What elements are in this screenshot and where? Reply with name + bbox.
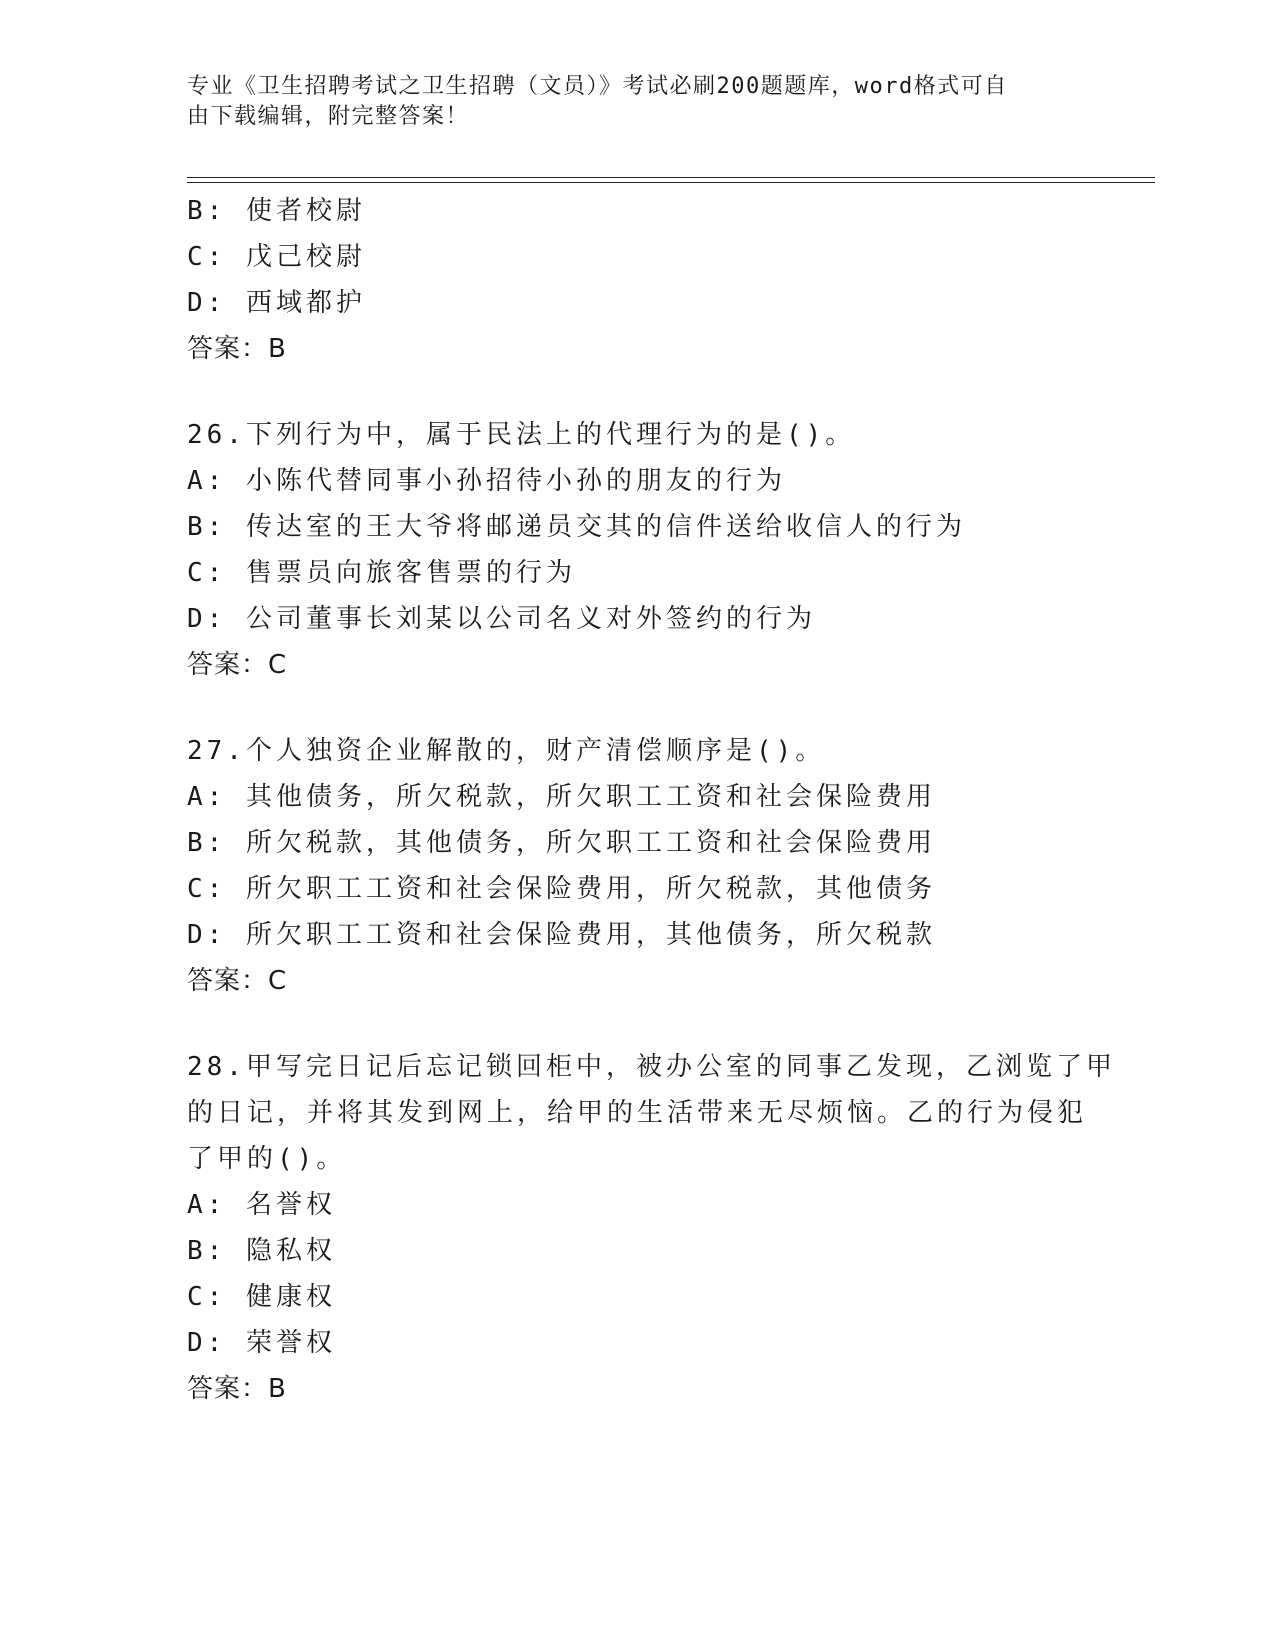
- option-d: D: 所欠职工工资和社会保险费用，其他债务，所欠税款: [187, 920, 936, 950]
- option-d: D: 公司董事长刘某以公司名义对外签约的行为: [187, 604, 816, 634]
- question-stem: 26.下列行为中，属于民法上的代理行为的是()。: [187, 420, 856, 450]
- option-d: D: 荣誉权: [187, 1328, 336, 1358]
- header-line-2: 由下载编辑，附完整答案！: [187, 104, 470, 129]
- option-c: C: 售票员向旅客售票的行为: [187, 558, 576, 588]
- answer-line: 答案：B: [187, 334, 287, 364]
- question-28: [187, 1044, 1116, 1412]
- header-line-1: 专业《卫生招聘考试之卫生招聘（文员）》考试必刷200题题库，word格式可自: [187, 74, 1008, 99]
- question-stem-line-2: 的日记，并将其发到网上，给甲的生活带来无尽烦恼。乙的行为侵犯: [187, 1098, 1088, 1128]
- header-divider-top: [187, 177, 1155, 178]
- header-divider-bottom: [187, 182, 1155, 183]
- option-c: C: 戊己校尉: [187, 242, 366, 272]
- question-25-tail: [187, 188, 1087, 372]
- question-stem-line-1: 28.甲写完日记后忘记锁回柜中，被办公室的同事乙发现，乙浏览了甲: [187, 1052, 1116, 1082]
- option-b: B: 传达室的王大爷将邮递员交其的信件送给收信人的行为: [187, 512, 966, 542]
- answer-line: 答案：C: [187, 966, 288, 996]
- option-c: C: 所欠职工工资和社会保险费用，所欠税款，其他债务: [187, 874, 936, 904]
- question-list: [187, 188, 1116, 1412]
- option-b: B: 使者校尉: [187, 196, 366, 226]
- option-a: A: 名誉权: [187, 1190, 336, 1220]
- option-b: B: 隐私权: [187, 1236, 336, 1266]
- question-26: [187, 412, 1087, 688]
- document-header: [187, 72, 1067, 132]
- option-c: C: 健康权: [187, 1282, 336, 1312]
- option-d: D: 西域都护: [187, 288, 366, 318]
- answer-line: 答案：C: [187, 650, 288, 680]
- answer-line: 答案：B: [187, 1374, 287, 1404]
- question-stem-line-3: 了甲的()。: [187, 1144, 347, 1174]
- option-a: A: 其他债务，所欠税款，所欠职工工资和社会保险费用: [187, 782, 936, 812]
- question-stem: 27.个人独资企业解散的，财产清偿顺序是()。: [187, 736, 826, 766]
- option-a: A: 小陈代替同事小孙招待小孙的朋友的行为: [187, 466, 786, 496]
- spacer: [187, 688, 1087, 728]
- option-b: B: 所欠税款，其他债务，所欠职工工资和社会保险费用: [187, 828, 936, 858]
- question-27: [187, 728, 1087, 1004]
- spacer: [187, 1004, 1087, 1044]
